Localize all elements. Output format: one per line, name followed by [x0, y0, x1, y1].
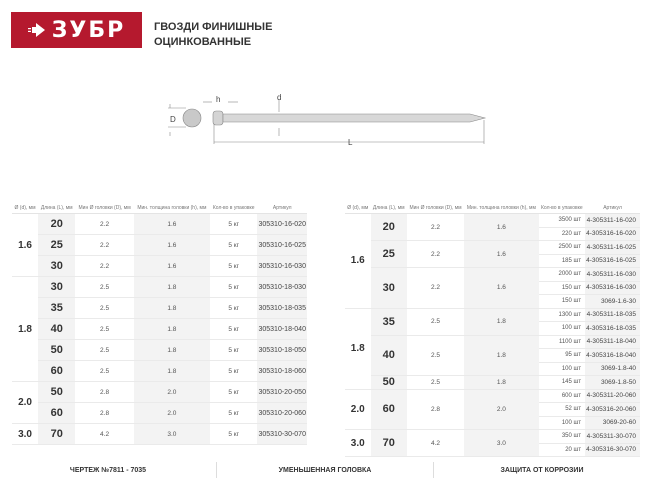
head-h-cell: 1.6 [134, 235, 210, 256]
head-h-cell: 1.8 [464, 308, 538, 335]
qty-cell: 350 шт [539, 430, 586, 444]
qty-cell: 95 шт [539, 349, 586, 363]
nail-drawing [150, 80, 500, 160]
table-row [345, 268, 640, 282]
qty-cell: 5 кг [210, 298, 258, 319]
article-cell: 4-305311-20-060 [585, 389, 640, 403]
footer-features [0, 462, 650, 480]
length-cell: 40 [38, 319, 75, 340]
head-d-cell: 4.2 [75, 424, 133, 445]
table-row [345, 308, 640, 322]
table-row [12, 235, 307, 256]
article-cell: 305310-18-040 [257, 319, 307, 340]
header-article: Артикул [257, 203, 307, 214]
feature-drawing: ЧЕРТЕЖ №7811 - 7035 [69, 467, 147, 474]
qty-cell: 5 кг [210, 277, 258, 298]
svg-text:L: L [348, 138, 353, 147]
qty-cell: 5 кг [210, 235, 258, 256]
article-cell: 305310-18-030 [257, 277, 307, 298]
brand-logo [11, 12, 142, 48]
head-h-cell: 1.6 [464, 268, 538, 309]
head-h-cell: 1.8 [464, 335, 538, 376]
qty-cell: 1100 шт [539, 335, 586, 349]
qty-cell: 600 шт [539, 389, 586, 403]
article-cell: 305310-18-060 [257, 361, 307, 382]
header-head-d: Мин Ø головки (D), мм [75, 203, 133, 214]
head-d-cell: 2.2 [407, 268, 464, 309]
qty-cell: 145 шт [539, 376, 586, 390]
qty-cell: 20 шт [539, 443, 586, 457]
diameter-cell: 1.6 [12, 214, 38, 277]
product-title [154, 20, 272, 50]
label: Ø (d), мм [345, 203, 371, 214]
diameter-cell: 1.8 [12, 277, 38, 382]
diameter-cell: 3.0 [12, 424, 38, 445]
head-h-cell: 1.8 [464, 376, 538, 390]
head-d-cell: 2.2 [75, 256, 133, 277]
diameter-cell: 2.0 [345, 389, 371, 430]
length-cell: 60 [38, 361, 75, 382]
diameter-cell: 2.0 [12, 382, 38, 424]
head-h-cell: 1.6 [134, 256, 210, 277]
qty-cell: 150 шт [539, 295, 586, 309]
qty-cell: 5 кг [210, 319, 258, 340]
head-d-cell: 2.5 [407, 335, 464, 376]
article-cell: 305310-30-070 [257, 424, 307, 445]
qty-cell: 5 кг [210, 214, 258, 235]
length-cell: 70 [371, 430, 407, 457]
length-cell: 35 [38, 298, 75, 319]
article-cell: 4-305316-20-060 [585, 403, 640, 417]
qty-cell: 100 шт [539, 362, 586, 376]
length-cell: 20 [38, 214, 75, 235]
head-d-cell: 2.5 [75, 277, 133, 298]
article-cell: 3069-1.6-30 [585, 295, 640, 309]
qty-cell: 1300 шт [539, 308, 586, 322]
article-cell: 3069-1.8-50 [585, 376, 640, 390]
length-cell: 70 [38, 424, 75, 445]
qty-cell: 5 кг [210, 256, 258, 277]
head-h-cell: 1.8 [134, 361, 210, 382]
qty-cell: 5 кг [210, 382, 258, 403]
head-h-cell: 2.0 [464, 389, 538, 430]
article-cell: 4-305311-16-020 [585, 214, 640, 228]
table-row [12, 424, 307, 445]
length-cell: 50 [371, 376, 407, 390]
head-h-cell: 2.0 [134, 403, 210, 424]
length-cell: 20 [371, 214, 407, 241]
length-cell: 40 [371, 335, 407, 376]
length-cell: 35 [371, 308, 407, 335]
header-head-h: Мин. толщина головки (h), мм [134, 203, 210, 214]
qty-cell: 52 шт [539, 403, 586, 417]
head-d-cell: 2.8 [407, 389, 464, 430]
svg-text:h: h [216, 95, 221, 104]
label: D [170, 115, 176, 124]
article-cell: 4-305316-18-040 [585, 349, 640, 363]
article-cell: 305310-20-060 [257, 403, 307, 424]
article-cell: 4-305316-16-020 [585, 227, 640, 241]
length-cell: 60 [38, 403, 75, 424]
article-cell: 4-305316-30-070 [585, 443, 640, 457]
head-h-cell: 1.8 [134, 340, 210, 361]
table-row [12, 319, 307, 340]
table-by-count [345, 203, 640, 457]
feature-corrosion: ЗАЩИТА ОТ КОРРОЗИИ [500, 467, 584, 474]
length-cell: 50 [38, 382, 75, 403]
label: Артикул [585, 203, 640, 214]
table-row [12, 256, 307, 277]
title-line-1: ГВОЗДИ ФИНИШНЫЕ [154, 21, 273, 33]
qty-cell: 3500 шт [539, 214, 586, 228]
table-row [345, 241, 640, 255]
label: Мин. толщина головки (h), мм [464, 203, 538, 214]
svg-text:d: d [277, 93, 282, 102]
qty-cell: 2000 шт [539, 268, 586, 282]
head-d-cell: 2.8 [75, 403, 133, 424]
head-d-cell: 2.2 [407, 241, 464, 268]
length-cell: 60 [371, 389, 407, 430]
table-row [345, 335, 640, 349]
qty-cell: 220 шт [539, 227, 586, 241]
head-d-cell: 2.5 [75, 340, 133, 361]
arrow-icon [28, 22, 46, 38]
table-row [12, 214, 307, 235]
header-qty: Кол-во в упаковке [210, 203, 258, 214]
table-row [345, 389, 640, 403]
article-cell: 3069-20-60 [585, 416, 640, 430]
head-h-cell: 1.8 [134, 319, 210, 340]
qty-cell: 5 кг [210, 340, 258, 361]
head-h-cell: 1.6 [464, 241, 538, 268]
table-row [12, 382, 307, 403]
table-row [12, 403, 307, 424]
head-h-cell: 1.6 [464, 214, 538, 241]
length-cell: 25 [371, 241, 407, 268]
qty-cell: 5 кг [210, 403, 258, 424]
head-d-cell: 2.5 [75, 361, 133, 382]
article-cell: 4-305311-16-030 [585, 268, 640, 282]
table-row [12, 277, 307, 298]
article-cell: 305310-16-030 [257, 256, 307, 277]
table-row [345, 376, 640, 390]
qty-cell: 5 кг [210, 424, 258, 445]
article-cell: 4-305316-18-035 [585, 322, 640, 336]
diameter-cell: 1.8 [345, 308, 371, 389]
table-row [12, 340, 307, 361]
header-d: Ø (d), мм [12, 203, 38, 214]
head-h-cell: 2.0 [134, 382, 210, 403]
qty-cell: 100 шт [539, 322, 586, 336]
length-cell: 25 [38, 235, 75, 256]
head-d-cell: 2.2 [75, 235, 133, 256]
table-row [345, 214, 640, 228]
head-d-cell: 2.2 [75, 214, 133, 235]
article-cell: 4-305316-16-025 [585, 254, 640, 268]
length-cell: 30 [38, 277, 75, 298]
table-row [12, 298, 307, 319]
head-d-cell: 2.5 [75, 319, 133, 340]
head-d-cell: 2.5 [407, 376, 464, 390]
head-d-cell: 2.5 [75, 298, 133, 319]
head-d-cell: 2.2 [407, 214, 464, 241]
article-cell: 305310-18-035 [257, 298, 307, 319]
label: Мин Ø головки (D), мм [407, 203, 464, 214]
head-h-cell: 3.0 [134, 424, 210, 445]
diameter-cell: 1.6 [345, 214, 371, 309]
table-by-weight [12, 203, 307, 445]
table-row [12, 361, 307, 382]
header-length: Длина (L), мм [38, 203, 75, 214]
article-cell: 4-305311-16-025 [585, 241, 640, 255]
length-cell: 50 [38, 340, 75, 361]
article-cell: 4-305311-18-040 [585, 335, 640, 349]
table-row [345, 430, 640, 444]
length-cell: 30 [38, 256, 75, 277]
article-cell: 305310-16-025 [257, 235, 307, 256]
length-cell: 30 [371, 268, 407, 309]
article-cell: 4-305316-16-030 [585, 281, 640, 295]
qty-cell: 2500 шт [539, 241, 586, 255]
brand-name: ЗУБР [51, 17, 126, 43]
head-h-cell: 1.6 [134, 214, 210, 235]
feature-reduced-head: УМЕНЬШЕННАЯ ГОЛОВКА [278, 467, 372, 474]
label: Длина (L), мм [371, 203, 407, 214]
head-h-cell: 3.0 [464, 430, 538, 457]
qty-cell: 100 шт [539, 416, 586, 430]
article-cell: 4-305311-18-035 [585, 308, 640, 322]
label: Кол-во в упаковке [539, 203, 586, 214]
article-cell: 3069-1.8-40 [585, 362, 640, 376]
diameter-cell: 3.0 [345, 430, 371, 457]
article-cell: 4-305311-30-070 [585, 430, 640, 444]
article-cell: 305310-20-050 [257, 382, 307, 403]
head-d-cell: 2.5 [407, 308, 464, 335]
title-line-2: ОЦИНКОВАННЫЕ [154, 36, 252, 48]
qty-cell: 5 кг [210, 361, 258, 382]
head-d-cell: 2.8 [75, 382, 133, 403]
head-d-cell: 4.2 [407, 430, 464, 457]
article-cell: 305310-16-020 [257, 214, 307, 235]
qty-cell: 150 шт [539, 281, 586, 295]
head-h-cell: 1.8 [134, 298, 210, 319]
article-cell: 305310-18-050 [257, 340, 307, 361]
qty-cell: 185 шт [539, 254, 586, 268]
head-h-cell: 1.8 [134, 277, 210, 298]
